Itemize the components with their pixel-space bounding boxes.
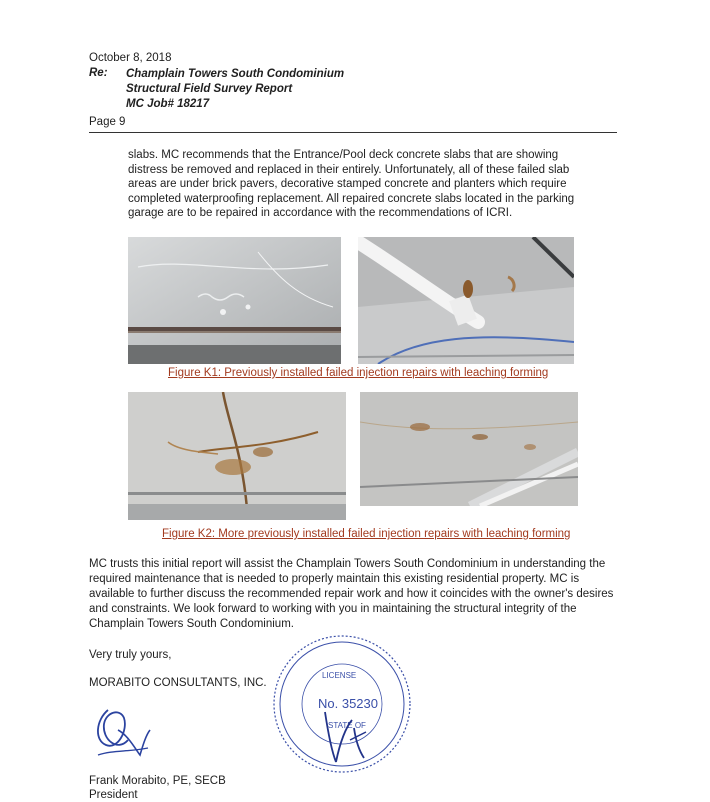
company-name: MORABITO CONSULTANTS, INC. xyxy=(89,677,267,689)
seal-license-label: LICENSE xyxy=(322,671,357,680)
seal-license-number: No. 35230 xyxy=(318,696,378,711)
page-number: Page 9 xyxy=(89,116,126,128)
body-paragraph-1: slabs. MC recommends that the Entrance/Pool deck concrete slabs that are showing distress be removed and replaced in their entirely. Unfortunately, all of these failed slab areas are under brick pavers, decorative stamped concrete and planters which require completed waterproofing replacement. All repaired concrete slabs located in the parking garage are to be repaired in accordance with the recommendations of ICRI. xyxy=(128,149,575,219)
subject-block xyxy=(126,67,344,112)
photo-k1-left xyxy=(128,237,341,364)
subject-job-number: MC Job# 18217 xyxy=(126,98,210,110)
re-label: Re: xyxy=(89,67,108,79)
signer-name: Frank Morabito, PE, SECB xyxy=(89,775,226,787)
body-paragraph-2: MC trusts this initial report will assist the Champlain Towers South Condominium in understanding the required maintenance that is needed to properly maintain this existing residential property. MC is available to further discuss the recommended repair work and how it coincides with the owner's desires and constraints. We look forward to working with you in maintaining the structural integrity of the Champlain Towers South Condominium. xyxy=(89,558,614,630)
subject-project: Champlain Towers South Condominium xyxy=(126,68,345,80)
seal-state: STATE OF xyxy=(328,721,366,730)
photo-k2-right xyxy=(360,392,578,506)
signer-block xyxy=(89,774,226,802)
subject-report: Structural Field Survey Report xyxy=(126,83,293,95)
professional-engineer-seal xyxy=(270,632,415,777)
signer-title: President xyxy=(89,789,138,801)
figure-k2-caption: Figure K2: More previously installed failed injection repairs with leaching forming xyxy=(162,528,571,540)
figure-k1-caption: Figure K1: Previously installed failed injection repairs with leaching forming xyxy=(168,367,549,379)
header-divider xyxy=(89,132,617,133)
salutation: Very truly yours, xyxy=(89,649,172,661)
photo-k2-left xyxy=(128,392,346,520)
handwritten-signature xyxy=(88,700,158,765)
letter-date: October 8, 2018 xyxy=(89,52,172,64)
photo-k1-right xyxy=(358,237,574,364)
